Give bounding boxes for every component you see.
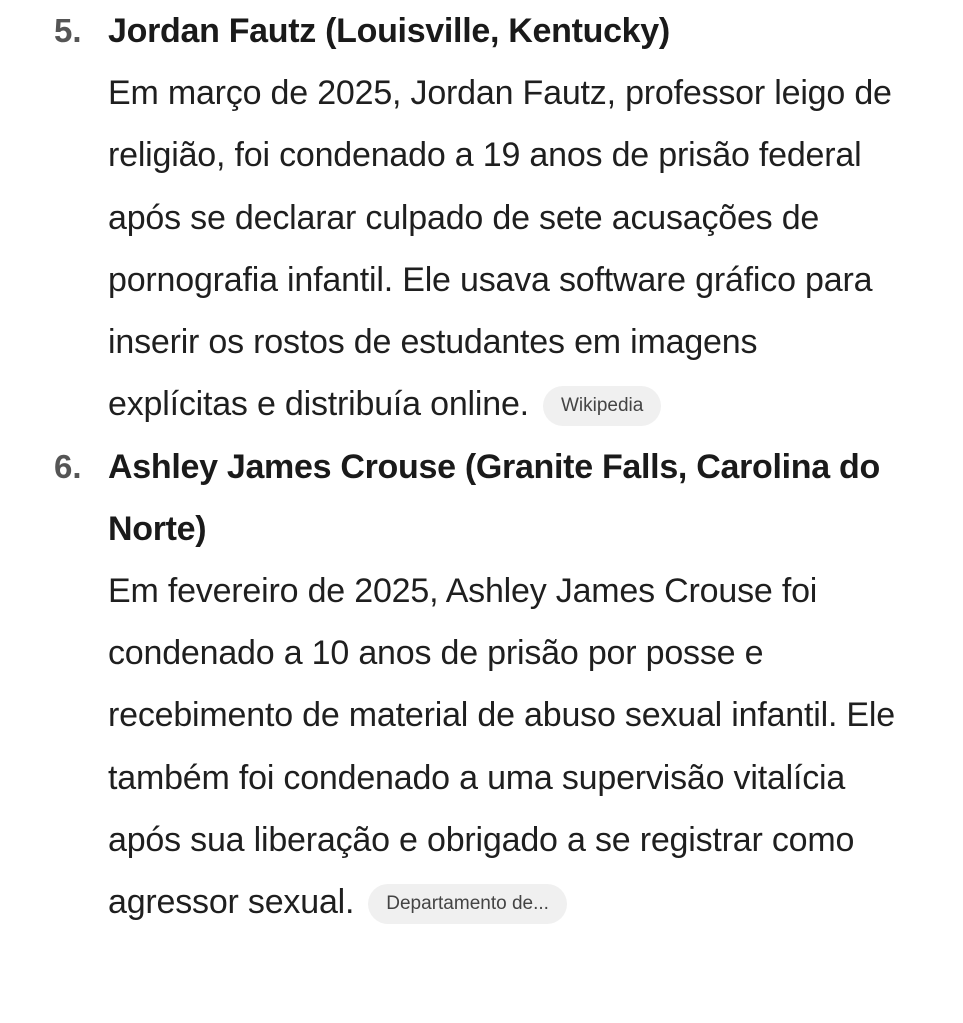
list-item-title: Ashley James Crouse (Granite Falls, Carolina do Norte) [108, 447, 880, 548]
source-chip-wikipedia[interactable]: Wikipedia [543, 386, 661, 426]
list-item [0, 436, 963, 934]
source-chip-department[interactable]: Departamento de... [368, 884, 567, 924]
list-item-number: 5. [54, 12, 82, 49]
list-item-body [108, 560, 903, 934]
list-item [0, 0, 963, 436]
list-item-text: Em fevereiro de 2025, Ashley James Crouse foi condenado a 10 anos de prisão por posse e recebimento de material de abuso sexual infantil. Ele também foi condenado a uma supervisão vitalícia após sua liberação e obrigado a se registrar como agressor sexual. [108, 571, 895, 922]
list-item-text: Em março de 2025, Jordan Fautz, professor leigo de religião, foi condenado a 19 anos de prisão federal após se declarar culpado de sete acusações de pornografia infantil. Ele usava software gráfico para inserir os rostos de estudantes em imagens explícitas e distribuía online. [108, 74, 892, 424]
list-item-body [108, 62, 903, 436]
list-item-number: 6. [54, 447, 82, 485]
list-item-title: Jordan Fautz (Louisville, Kentucky) [108, 12, 670, 50]
